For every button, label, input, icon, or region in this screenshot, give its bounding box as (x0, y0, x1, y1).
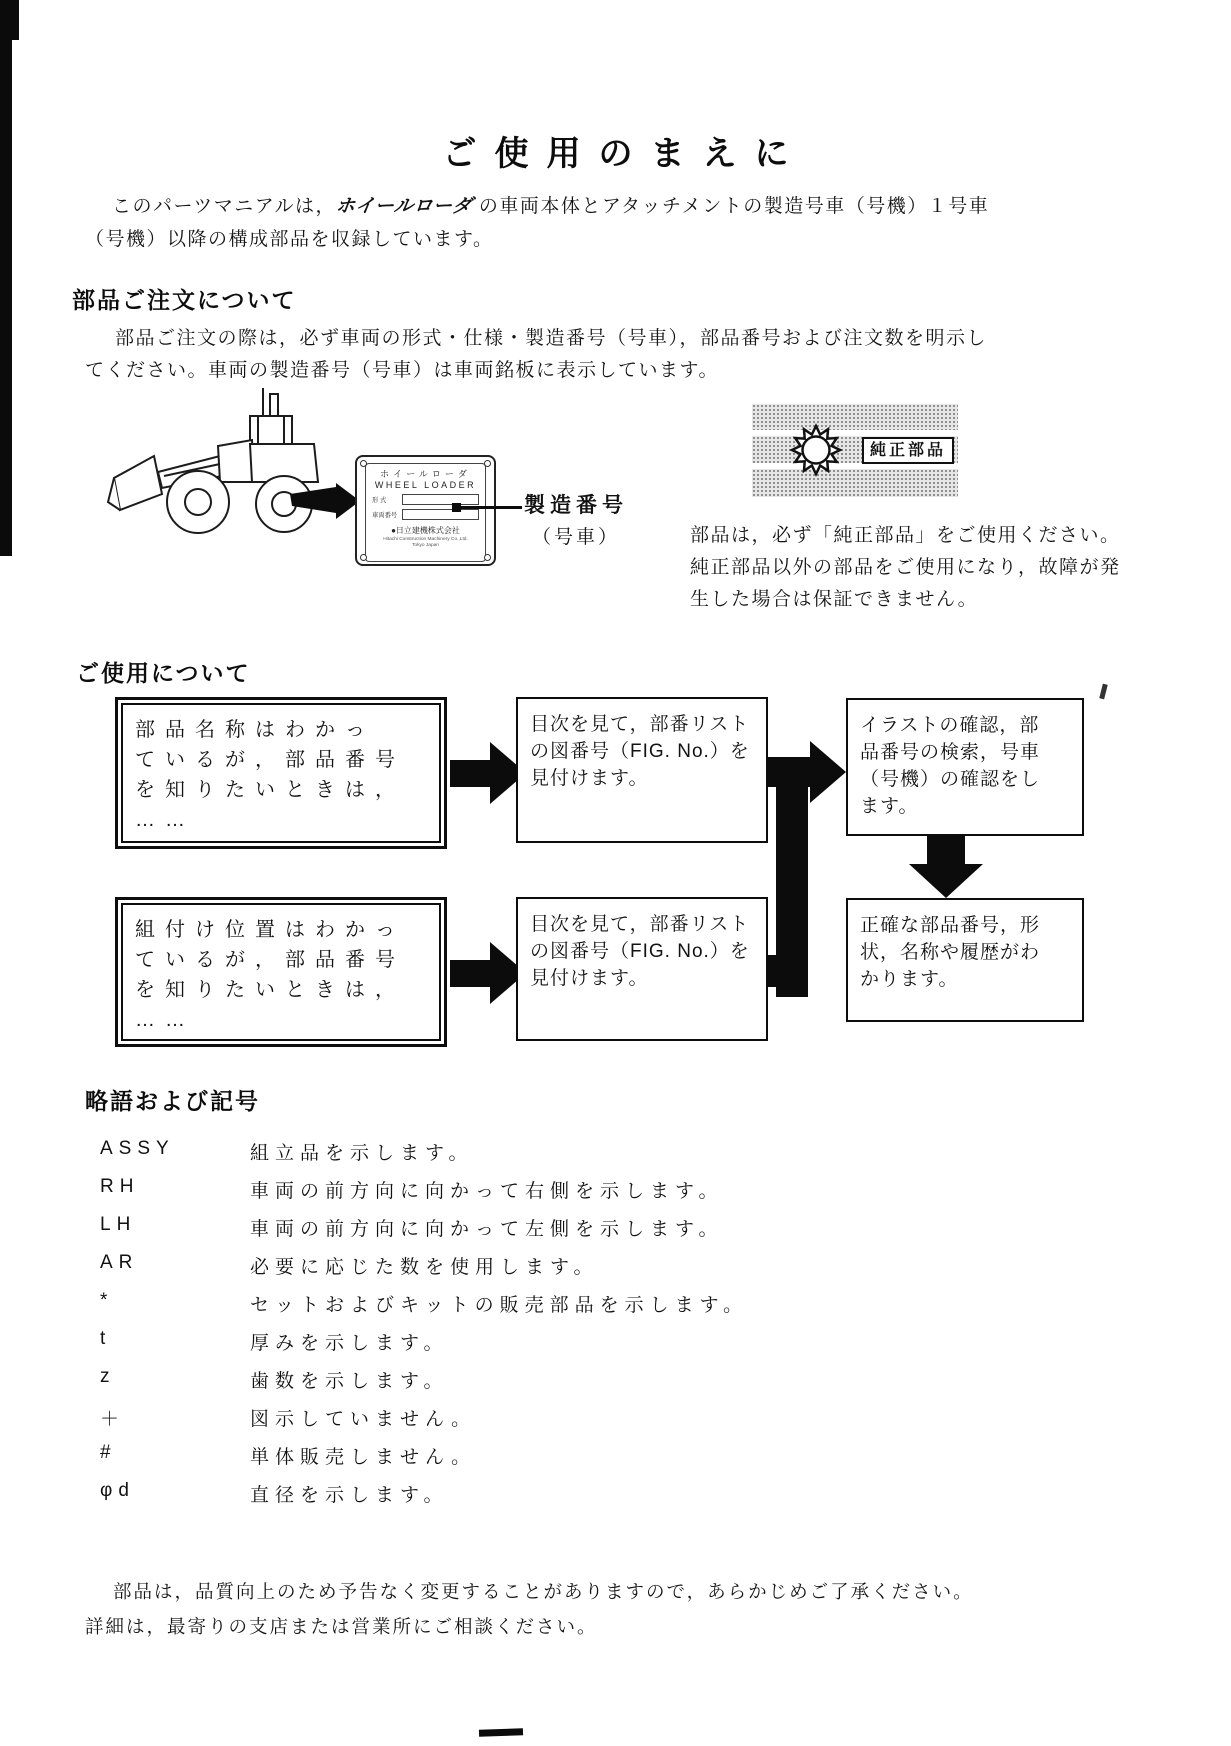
genuine-note-line1: 部品は，必ず「純正部品」をご使用ください。 (690, 525, 1121, 546)
abbreviation-row (100, 1404, 748, 1442)
footer-note-line2: 詳細は，最寄りの支店または営業所にご相談ください。 (85, 1616, 598, 1637)
abbr-term: RH (100, 1176, 140, 1197)
abbr-term: t (100, 1328, 112, 1349)
footer-note-line1: 部品は，品質向上のため予告なく変更することがありますので，あらかじめご了承ください。 (113, 1581, 974, 1602)
flow-merge-arrowhead (810, 741, 846, 803)
page-title: ご使用のまえに (442, 135, 807, 173)
plate-brand-en: WHEEL LOADER (374, 480, 477, 490)
abbr-term: AR (100, 1252, 139, 1273)
abbr-desc: 組立品を示します。 (250, 1143, 474, 1164)
plate-model-field (402, 494, 479, 505)
abbr-desc: 車両の前方向に向かって右側を示します。 (250, 1181, 724, 1202)
abbr-desc: 単体販売しません。 (250, 1447, 477, 1468)
abbreviation-row (100, 1176, 748, 1214)
nameplate (355, 455, 496, 566)
plate-model-label: 形 式 (372, 496, 387, 504)
flow-merge-shaft-bottom (766, 955, 808, 987)
abbr-desc: 必要に応じた数を使用します。 (250, 1257, 599, 1278)
screw-icon (484, 554, 491, 561)
plate-company: ●日立建機株式会社 (391, 526, 460, 535)
flow-down-arrow-shaft (927, 836, 965, 866)
intro-line-2: （号機）以降の構成部品を収録しています。 (85, 229, 494, 250)
ordering-line-1: 部品ご注文の際は，必ず車両の形式・仕様・製造番号（号車），部品番号および注文数を明示し (115, 328, 988, 349)
flow-arrow-row1-shaft (450, 760, 492, 787)
flow-box-know-position: 組付け位置はわかっ ているが，部品番号 を知りたいときは， …… (115, 897, 447, 1047)
scan-artifact-bottom-dash (479, 1728, 523, 1737)
abbr-term: ＋ (100, 1409, 126, 1430)
flow-box-index-top: 目次を見て，部番リスト の図番号（FIG. No.）を 見付けます。 (516, 697, 768, 843)
plate-brand-jp: ホイールローダ (380, 469, 471, 479)
abbreviation-row (100, 1366, 748, 1404)
abbr-desc: 直径を示します。 (250, 1485, 449, 1506)
plate-serial-field (402, 509, 479, 520)
scan-artifact-speck (1099, 684, 1107, 700)
wheel-loader-logo: ホイールローダ (334, 196, 474, 217)
genuine-note-line2: 純正部品以外の部品をご使用になり，故障が発 (690, 557, 1121, 578)
abbr-desc: 厚みを示します。 (250, 1333, 449, 1354)
screw-icon (484, 460, 491, 467)
flow-box-result: 正確な部品番号，形 状，名称や履歴がわ かります。 (846, 898, 1084, 1022)
intro-line1-post: の車両本体とアタッチメントの製造号車（号機）１号車 (472, 196, 990, 217)
flow-box-know-name: 部品名称はわかっ ているが，部品番号 を知りたいときは， …… (115, 697, 447, 849)
abbr-term: z (100, 1366, 116, 1387)
flow-arrow-row2-shaft (450, 960, 492, 987)
screw-icon (360, 460, 367, 467)
abbr-term: * (100, 1290, 114, 1311)
abbreviation-row (100, 1442, 748, 1480)
abbr-term: ASSY (100, 1138, 175, 1159)
abbreviation-row (100, 1214, 748, 1252)
section-heading-ordering: 部品ご注文について (72, 287, 297, 313)
emblem-label: 純正部品 (862, 437, 954, 464)
plate-company-city: Tokyo Japan (412, 542, 439, 548)
section-heading-usage: ご使用について (76, 660, 251, 686)
serial-label-line1: 製造番号 (524, 494, 628, 517)
abbr-term: LH (100, 1214, 137, 1235)
abbreviation-row (100, 1480, 748, 1518)
genuine-note-line3: 生した場合は保証できません。 (690, 589, 979, 610)
serial-label-line2: （号車） (532, 527, 621, 548)
nameplate-face (365, 463, 486, 562)
intro-line-1 (112, 191, 989, 218)
serial-pointer-line (460, 506, 522, 509)
abbr-desc: 歯数を示します。 (250, 1371, 449, 1392)
scan-artifact-left-strip (0, 0, 12, 556)
plate-serial-label: 車両番号 (372, 511, 398, 519)
scan-artifact-corner (0, 0, 19, 40)
abbreviation-row (100, 1138, 748, 1176)
loader-to-plate-arrow (290, 482, 360, 522)
abbr-term: φd (100, 1480, 135, 1501)
abbreviation-row (100, 1252, 748, 1290)
flow-box-index-bottom: 目次を見て，部番リスト の図番号（FIG. No.）を 見付けます。 (516, 897, 768, 1041)
abbreviation-list (100, 1138, 748, 1518)
company-logo-icon: ● (391, 526, 396, 535)
abbreviation-row (100, 1328, 748, 1366)
abbr-term: # (100, 1442, 117, 1463)
gear-icon (766, 400, 866, 500)
intro-line1-pre: このパーツマニアルは， (112, 196, 336, 217)
wheel-loader-illustration (100, 380, 355, 552)
flow-down-arrow-head (909, 864, 983, 898)
screw-icon (360, 554, 367, 561)
abbr-desc: セットおよびキットの販売部品を示します。 (250, 1295, 749, 1316)
flow-box-illustration-check: イラストの確認，部 品番号の検索，号車 （号機）の確認をし ます。 (846, 698, 1084, 836)
abbr-desc: 図示していません。 (250, 1409, 477, 1430)
abbreviation-row (100, 1290, 748, 1328)
genuine-parts-emblem (752, 402, 958, 499)
plate-company-en: Hitachi Construction Machinery Co.,Ltd. (383, 536, 468, 542)
section-heading-abbreviations: 略語および記号 (85, 1088, 260, 1114)
ordering-line-2: てください。車両の製造番号（号車）は車両銘板に表示しています。 (85, 360, 719, 381)
abbr-desc: 車両の前方向に向かって左側を示します。 (250, 1219, 724, 1240)
